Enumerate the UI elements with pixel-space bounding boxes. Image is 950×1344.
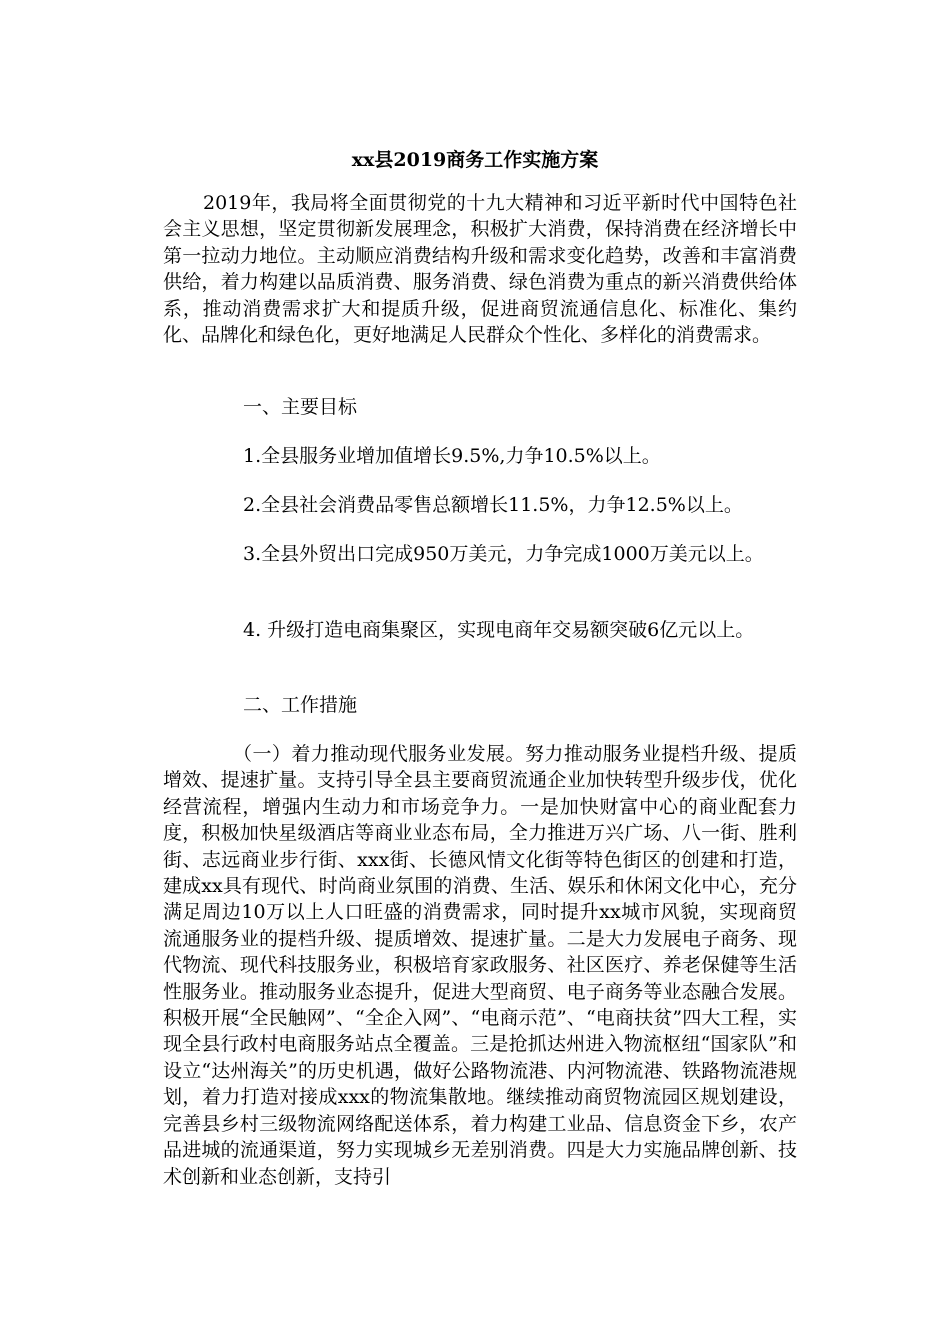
goal-item-4: 4. 升级打造电商集聚区，实现电商年交易额突破6亿元以上。 bbox=[243, 619, 755, 641]
section-heading-goals: 一、主要目标 bbox=[243, 396, 358, 418]
measures-paragraph: （一）着力推动现代服务业发展。努力推动服务业提档升级、提质增效、提速扩量。支持引导全县主要商贸流通企业加快转型升级步伐，优化经营流程，增强内生动力和市场竞争力。一是加快财富中心的商业配套力度，积极加快星级酒店等商业业态布局，全力推进万兴广场、八一街、胜利街、志远商业步行街、xxx街、长德风情文化街等特色街区的创建和打造，建成xx具有现代、时尚商业氛围的消费、生活、娱乐和休闲文化中心，充分满足周边10万以上人口旺盛的消费需求，同时提升xx城市风貌，实现商贸流通服务业的提档升级、提质增效、提速扩量。二是大力发展电子商务、现代物流、现代科技服务业，积极培育家政服务、社区医疗、养老保健等生活性服务业。推动服务业态提升，促进大型商贸、电子商务等业态融合发展。积极开展“全民触网”、“全企入网”、“电商示范”、“电商扶贫”四大工程，实现全县行政村电商服务站点全覆盖。三是抢抓达州进入物流枢纽“国家队”和设立“达州海关”的历史机遇，做好公路物流港、内河物流港、铁路物流港规划，着力打造对接成xxx的物流集散地。继续推动商贸物流园区规划建设，完善县乡村三级物流网络配送体系，着力构建工业品、信息资金下乡，农产品进城的流通渠道，努力实现城乡无差别消费。四是大力实施品牌创新、技术创新和业态创新，支持引 bbox=[163, 743, 797, 1188]
intro-paragraph: 2019年，我局将全面贯彻党的十九大精神和习近平新时代中国特色社会主义思想，坚定贯彻新发展理念，积极扩大消费，保持消费在经济增长中第一拉动力地位。主动顺应消费结构升级和需求变化趋势，改善和丰富消费供给，着力构建以品质消费、服务消费、绿色消费为重点的新兴消费供给体系，推动消费需求扩大和提质升级，促进商贸流通信息化、标准化、集约化、品牌化和绿色化，更好地满足人民群众个性化、多样化的消费需求。 bbox=[163, 192, 797, 347]
section-heading-measures: 二、工作措施 bbox=[243, 694, 358, 716]
goal-item-1: 1.全县服务业增加值增长9.5%,力争10.5%以上。 bbox=[243, 445, 661, 467]
goal-item-3: 3.全县外贸出口完成950万美元，力争完成1000万美元以上。 bbox=[243, 543, 764, 565]
document-title: xx县2019商务工作实施方案 bbox=[351, 149, 599, 171]
goal-item-2: 2.全县社会消费品零售总额增长11.5%，力争12.5%以上。 bbox=[243, 494, 743, 516]
